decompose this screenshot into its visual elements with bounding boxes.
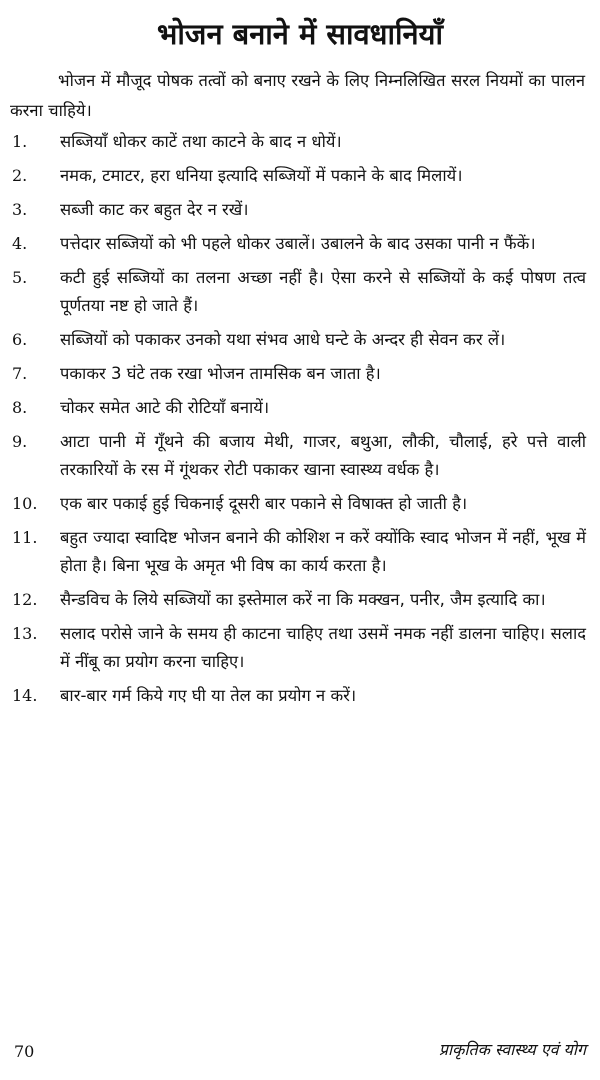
rule-number: 2. bbox=[12, 166, 28, 185]
rule-item bbox=[0, 524, 600, 580]
rule-text: बहुत ज्यादा स्वादिष्ट भोजन बनाने की कोशिश न करें क्योंकि स्वाद भोजन में नहीं, भूख में होता है। बिना भूख के अमृत भी विष का कार्य करता है। bbox=[60, 528, 586, 575]
rule-number: 5. bbox=[12, 268, 28, 287]
rule-item bbox=[0, 230, 600, 258]
rule-number: 4. bbox=[12, 234, 28, 253]
page-number: 70 bbox=[14, 1042, 35, 1061]
rule-text: सब्जी काट कर बहुत देर न रखें। bbox=[60, 200, 249, 219]
rule-number: 10. bbox=[12, 494, 38, 513]
book-title: प्राकृतिक स्वास्थ्य एवं योग bbox=[438, 1040, 586, 1059]
rule-item bbox=[0, 682, 600, 710]
page-title: भोजन बनाने में सावधानियाँ bbox=[157, 17, 443, 51]
rule-item bbox=[0, 196, 600, 224]
rule-text: नमक, टमाटर, हरा धनिया इत्यादि सब्जियों में पकाने के बाद मिलायें। bbox=[60, 166, 463, 185]
rule-item bbox=[0, 264, 600, 320]
rule-number: 12. bbox=[12, 590, 38, 609]
rule-item bbox=[0, 360, 600, 388]
rule-number: 1. bbox=[12, 132, 28, 151]
rule-item bbox=[0, 428, 600, 484]
rule-number: 9. bbox=[12, 432, 28, 451]
rule-text: एक बार पकाई हुई चिकनाई दूसरी बार पकाने से विषाक्त हो जाती है। bbox=[60, 494, 468, 513]
rule-text: पकाकर 3 घंटे तक रखा भोजन तामसिक बन जाता है। bbox=[60, 364, 381, 383]
rule-item bbox=[0, 128, 600, 156]
rule-text: कटी हुई सब्जियों का तलना अच्छा नहीं है। ऐसा करने से सब्जियों के कई पोषण तत्व पूर्णतया नष्ट हो जाते हैं। bbox=[60, 268, 586, 315]
rule-text: सैन्डविच के लिये सब्जियों का इस्तेमाल करें ना कि मक्खन, पनीर, जैम इत्यादि का। bbox=[60, 590, 546, 609]
rules-list bbox=[0, 128, 600, 716]
rule-text: सब्जियाँ धोकर काटें तथा काटने के बाद न धोयें। bbox=[60, 132, 342, 151]
rule-item bbox=[0, 620, 600, 676]
rule-item bbox=[0, 394, 600, 422]
rule-item bbox=[0, 162, 600, 190]
rule-number: 3. bbox=[12, 200, 28, 219]
rule-item bbox=[0, 490, 600, 518]
rule-number: 14. bbox=[12, 686, 38, 705]
rule-text: सलाद परोसे जाने के समय ही काटना चाहिए तथा उसमें नमक नहीं डालना चाहिए। सलाद में नींबू का प्रयोग करना चाहिए। bbox=[60, 624, 586, 671]
rule-text: बार-बार गर्म किये गए घी या तेल का प्रयोग न करें। bbox=[60, 686, 357, 705]
rule-text: चोकर समेत आटे की रोटियाँ बनायें। bbox=[60, 398, 270, 417]
rule-number: 11. bbox=[12, 528, 38, 547]
rule-item bbox=[0, 326, 600, 354]
rule-text: पत्तेदार सब्जियों को भी पहले धोकर उबालें। उबालने के बाद उसका पानी न फैंकें। bbox=[60, 234, 536, 253]
rule-number: 6. bbox=[12, 330, 28, 349]
rule-text: आटा पानी में गूँथने की बजाय मेथी, गाजर, बथुआ, लौकी, चौलाई, हरे पत्ते वाली तरकारियों के रस में गूंथकर रोटी पकाकर खाना स्वास्थ्य वर्धक है। bbox=[60, 432, 586, 479]
rule-text: सब्जियों को पकाकर उनको यथा संभव आधे घन्टे के अन्दर ही सेवन कर लें। bbox=[60, 330, 506, 349]
rule-number: 7. bbox=[12, 364, 28, 383]
rule-number: 13. bbox=[12, 624, 38, 643]
rule-item bbox=[0, 586, 600, 614]
intro-paragraph: भोजन में मौजूद पोषक तत्वों को बनाए रखने के लिए निम्नलिखित सरल नियमों का पालन करना चाहिये। bbox=[10, 71, 585, 120]
rule-number: 8. bbox=[12, 398, 28, 417]
